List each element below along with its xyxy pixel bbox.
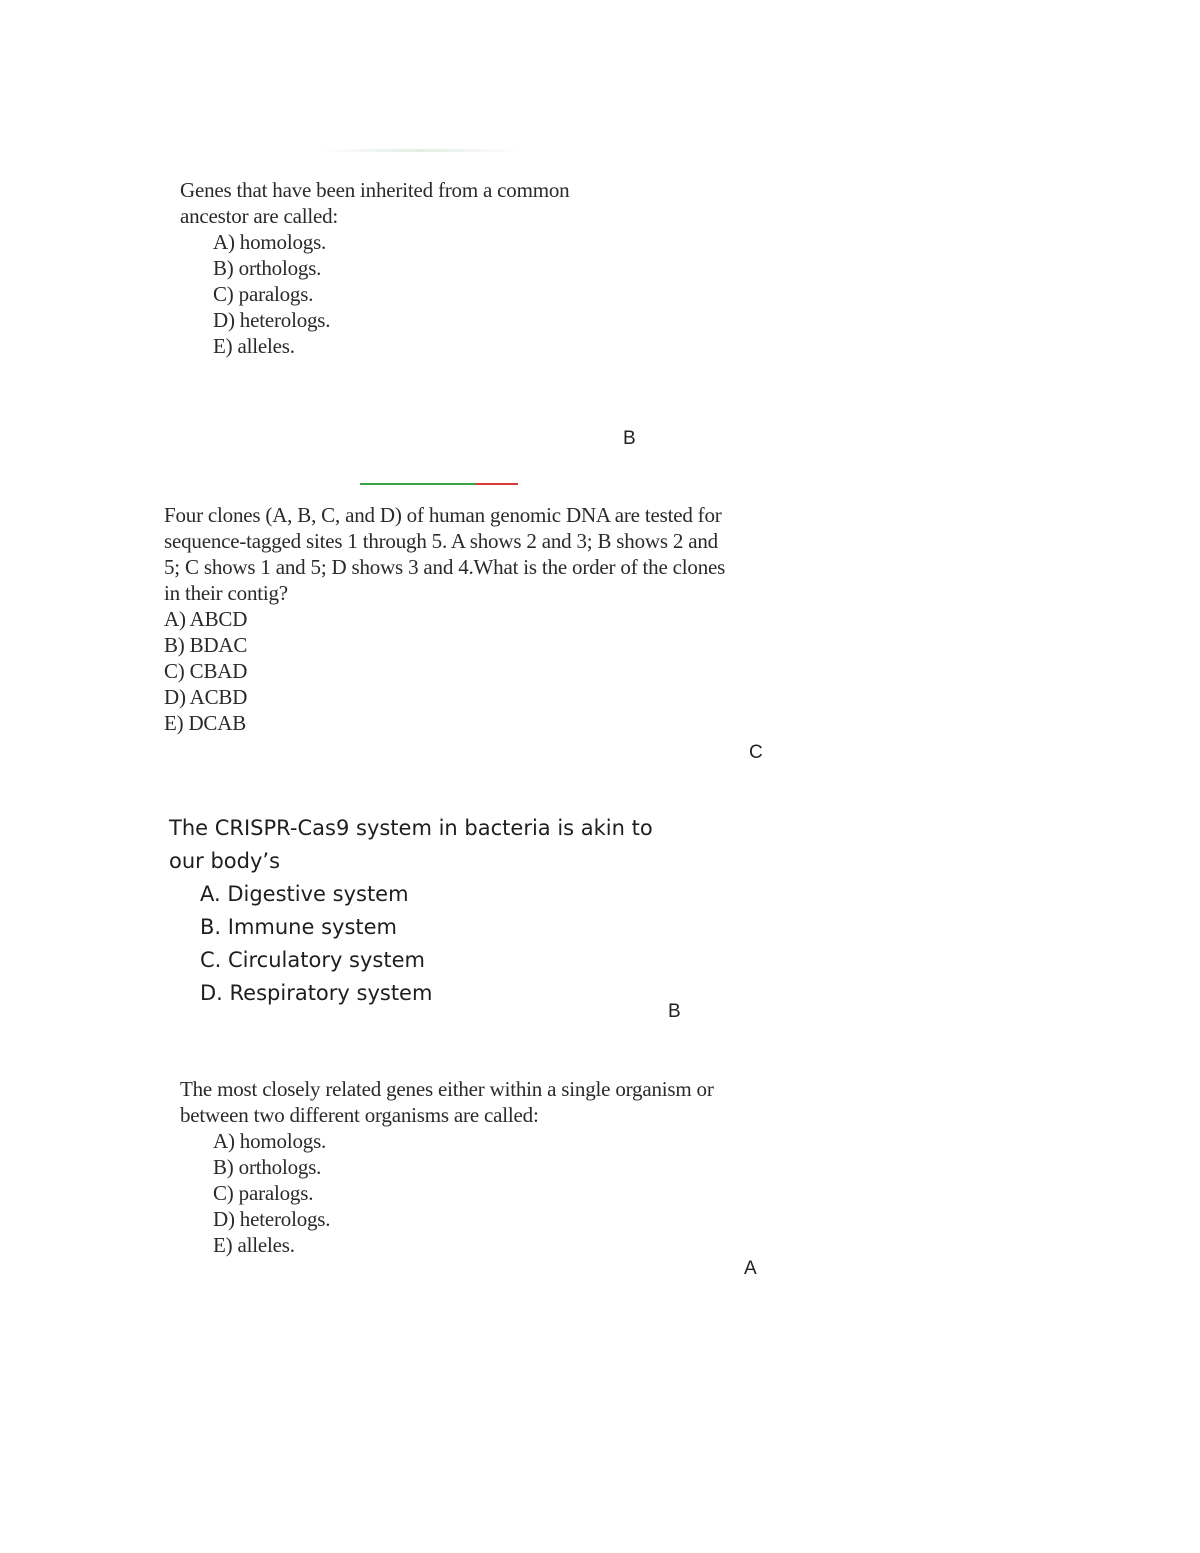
question-stem: The most closely related genes either within a single organism or between two different organisms are called: bbox=[180, 1077, 714, 1127]
option-c: C. Circulatory system bbox=[200, 948, 425, 972]
divider-red bbox=[476, 483, 518, 485]
option-c: C) paralogs. bbox=[213, 1181, 314, 1205]
option-a: A) homologs. bbox=[213, 230, 327, 254]
option-list bbox=[180, 1128, 740, 1258]
question-stem: The CRISPR-Cas9 system in bacteria is akin to our body’s bbox=[169, 816, 653, 873]
answer-1: B bbox=[623, 428, 636, 449]
option-b: B. Immune system bbox=[200, 915, 397, 939]
option-d: D) heterologs. bbox=[213, 308, 331, 332]
option-e: E) alleles. bbox=[213, 334, 295, 358]
option-e: E) DCAB bbox=[164, 711, 247, 735]
answer-4: A bbox=[744, 1258, 757, 1279]
option-c: C) paralogs. bbox=[213, 282, 314, 306]
option-d: D) heterologs. bbox=[213, 1207, 331, 1231]
option-b: B) BDAC bbox=[164, 633, 248, 657]
option-list bbox=[164, 606, 734, 736]
option-b: B) orthologs. bbox=[213, 1155, 322, 1179]
question-2 bbox=[164, 502, 734, 736]
option-a: A. Digestive system bbox=[200, 882, 409, 906]
option-a: A) ABCD bbox=[164, 607, 248, 631]
question-3 bbox=[169, 812, 659, 1010]
option-e: E) alleles. bbox=[213, 1233, 295, 1257]
divider-green bbox=[360, 483, 476, 485]
question-1 bbox=[180, 177, 600, 359]
option-c: C) CBAD bbox=[164, 659, 248, 683]
option-list bbox=[180, 229, 600, 359]
answer-2: C bbox=[749, 742, 763, 763]
answer-3: B bbox=[668, 1001, 681, 1022]
option-a: A) homologs. bbox=[213, 1129, 327, 1153]
option-list bbox=[169, 878, 659, 1010]
option-d: D. Respiratory system bbox=[200, 981, 433, 1005]
question-stem: Genes that have been inherited from a common ancestor are called: bbox=[180, 178, 570, 228]
option-d: D) ACBD bbox=[164, 685, 248, 709]
option-b: B) orthologs. bbox=[213, 256, 322, 280]
question-stem: Four clones (A, B, C, and D) of human genomic DNA are tested for sequence-tagged sites 1 through 5. A shows 2 and 3; B shows 2 and 5; C shows 1 and 5; D shows 3 and 4.What is the order of the clones in their contig? bbox=[164, 503, 726, 605]
scan-artifact bbox=[320, 149, 520, 152]
question-4 bbox=[180, 1076, 740, 1258]
